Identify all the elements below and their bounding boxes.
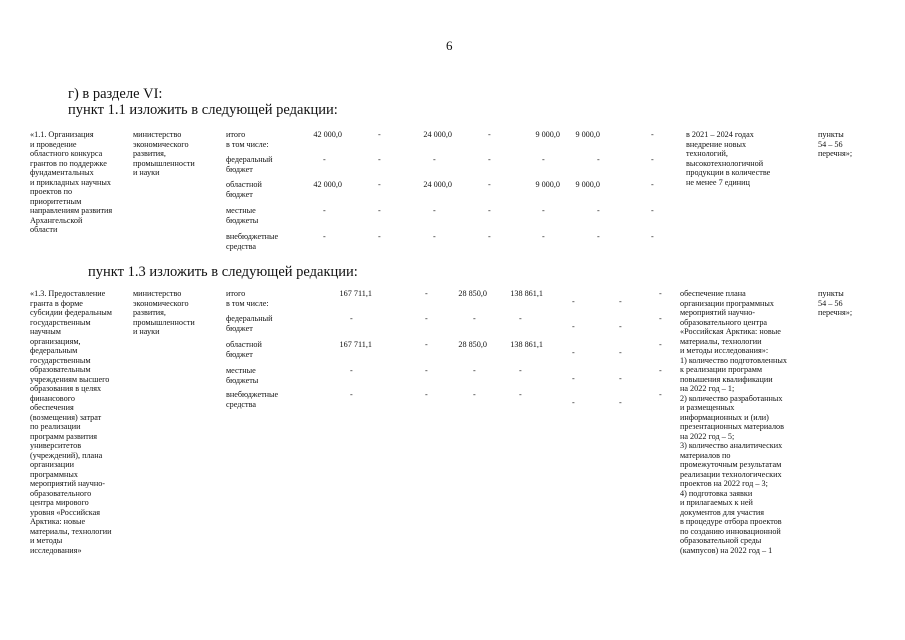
funding-source-label: областной бюджет bbox=[226, 340, 262, 359]
funding-value-cell: 28 850,0 bbox=[458, 289, 487, 298]
funding-value-cell: - bbox=[350, 366, 353, 375]
funding-value-cell: - bbox=[433, 232, 436, 241]
funding-value-cell: - bbox=[323, 232, 326, 241]
funding-value-cell: - bbox=[597, 232, 600, 241]
funding-value-cell: - bbox=[619, 398, 622, 407]
funding-value-cell: 9 000,0 bbox=[575, 130, 600, 139]
funding-value-cell: - bbox=[619, 348, 622, 357]
funding-value-cell: - bbox=[425, 289, 428, 298]
funding-value-cell: - bbox=[659, 366, 662, 375]
funding-value-cell: - bbox=[473, 366, 476, 375]
funding-value-cell: - bbox=[572, 322, 575, 331]
funding-value-cell: 167 711,1 bbox=[339, 340, 372, 349]
funding-value-cell: - bbox=[488, 206, 491, 215]
funding-value-cell: - bbox=[659, 390, 662, 399]
funding-value-cell: - bbox=[619, 322, 622, 331]
funding-source-label: федеральный бюджет bbox=[226, 314, 273, 333]
funding-value-cell: - bbox=[659, 289, 662, 298]
funding-value-cell: - bbox=[651, 180, 654, 189]
funding-value-cell: - bbox=[433, 206, 436, 215]
funding-value-cell: - bbox=[519, 390, 522, 399]
page-number: 6 bbox=[446, 38, 453, 53]
funding-value-cell: 42 000,0 bbox=[313, 130, 342, 139]
item1-name: «1.1. Организация и проведение областного конкурса грантов по поддержке фундаментальных и прикладных научных проектов по приоритетным направлениям развития Архангельской области bbox=[30, 130, 113, 234]
item1-reference: пункты 54 – 56 перечня»; bbox=[818, 130, 853, 158]
funding-source-label: областной бюджет bbox=[226, 180, 262, 199]
funding-value-cell: - bbox=[542, 155, 545, 164]
funding-value-cell: - bbox=[597, 206, 600, 215]
funding-value-cell: - bbox=[425, 366, 428, 375]
funding-value-cell: - bbox=[659, 340, 662, 349]
item2-name: «1.3. Предоставление гранта в форме субсидии федеральным государственным научным организациям, федеральным государственным образовательным учреждениям высшего образования в целях финансового обеспечения (возмещения) затрат по реализации программ развития университетов (учреждений), плана организации программных мероприятий научно- образовательного центра мирового уровня «Российская Арктика: новые материалы, технологии и методы исследования» bbox=[30, 289, 112, 555]
funding-value-cell: 28 850,0 bbox=[458, 340, 487, 349]
funding-value-cell: - bbox=[350, 314, 353, 323]
funding-value-cell: - bbox=[425, 340, 428, 349]
funding-value-cell: - bbox=[473, 390, 476, 399]
section-heading: г) в разделе VI: bbox=[68, 86, 163, 102]
funding-value-cell: - bbox=[651, 232, 654, 241]
item1-result: в 2021 – 2024 годах внедрение новых технологий, высокотехнологичной продукции в количестве не менее 7 единиц bbox=[686, 130, 771, 187]
funding-value-cell: - bbox=[425, 390, 428, 399]
funding-value-cell: - bbox=[572, 398, 575, 407]
funding-value-cell: - bbox=[488, 232, 491, 241]
funding-value-cell: - bbox=[378, 180, 381, 189]
funding-source-label: итого в том числе: bbox=[226, 289, 269, 308]
item1-executor: министерство экономического развития, промышленности и науки bbox=[133, 130, 195, 177]
funding-value-cell: - bbox=[519, 314, 522, 323]
funding-value-cell: - bbox=[488, 180, 491, 189]
item2-result: обеспечение плана организации программных мероприятий научно- образовательного центра «Российская Арктика: новые материалы, технологии и методы исследования»: 1) количество подготовленных к реализации программ повышения квалификации на 2022 год – 1; 2) количество разработанных и размещенных информационных и (или) презентационных материалов на 2022 год – 5; 3) количество аналитических материалов по промежуточным результатам реализации технологических проектов на 2022 год – 3; 4) подготовка заявки и прилагаемых к ней документов для участия в процедуре отбора проектов по созданию инновационной образовательной среды (кампусов) на 2022 год – 1 bbox=[680, 289, 787, 555]
funding-value-cell: - bbox=[651, 130, 654, 139]
item2-heading: пункт 1.3 изложить в следующей редакции: bbox=[88, 264, 358, 280]
funding-value-cell: - bbox=[542, 206, 545, 215]
funding-value-cell: - bbox=[378, 130, 381, 139]
item2-executor: министерство экономического развития, промышленности и науки bbox=[133, 289, 195, 336]
funding-value-cell: - bbox=[659, 314, 662, 323]
funding-value-cell: - bbox=[473, 314, 476, 323]
funding-value-cell: - bbox=[323, 155, 326, 164]
funding-value-cell: 9 000,0 bbox=[535, 180, 560, 189]
funding-value-cell: 138 861,1 bbox=[510, 340, 543, 349]
funding-value-cell: - bbox=[572, 297, 575, 306]
funding-value-cell: - bbox=[350, 390, 353, 399]
funding-value-cell: 24 000,0 bbox=[423, 130, 452, 139]
item2-reference: пункты 54 – 56 перечня»; bbox=[818, 289, 853, 317]
funding-value-cell: 167 711,1 bbox=[339, 289, 372, 298]
funding-value-cell: - bbox=[519, 366, 522, 375]
funding-source-label: федеральный бюджет bbox=[226, 155, 273, 174]
funding-value-cell: - bbox=[488, 155, 491, 164]
funding-value-cell: - bbox=[488, 130, 491, 139]
funding-value-cell: - bbox=[433, 155, 436, 164]
funding-value-cell: 138 861,1 bbox=[510, 289, 543, 298]
funding-value-cell: - bbox=[378, 232, 381, 241]
funding-value-cell: - bbox=[425, 314, 428, 323]
funding-value-cell: - bbox=[651, 206, 654, 215]
funding-value-cell: 9 000,0 bbox=[575, 180, 600, 189]
funding-source-label: внебюджетные средства bbox=[226, 232, 279, 251]
funding-value-cell: 42 000,0 bbox=[313, 180, 342, 189]
item1-heading: пункт 1.1 изложить в следующей редакции: bbox=[68, 102, 338, 118]
funding-value-cell: - bbox=[597, 155, 600, 164]
funding-value-cell: - bbox=[542, 232, 545, 241]
funding-value-cell: - bbox=[323, 206, 326, 215]
funding-value-cell: - bbox=[619, 374, 622, 383]
funding-value-cell: 24 000,0 bbox=[423, 180, 452, 189]
funding-value-cell: 9 000,0 bbox=[535, 130, 560, 139]
funding-source-label: местные бюджеты bbox=[226, 206, 259, 225]
funding-value-cell: - bbox=[378, 206, 381, 215]
funding-source-label: местные бюджеты bbox=[226, 366, 259, 385]
funding-source-label: итого в том числе: bbox=[226, 130, 269, 149]
funding-value-cell: - bbox=[572, 374, 575, 383]
funding-value-cell: - bbox=[651, 155, 654, 164]
funding-source-label: внебюджетные средства bbox=[226, 390, 279, 409]
funding-value-cell: - bbox=[619, 297, 622, 306]
funding-value-cell: - bbox=[378, 155, 381, 164]
funding-value-cell: - bbox=[572, 348, 575, 357]
